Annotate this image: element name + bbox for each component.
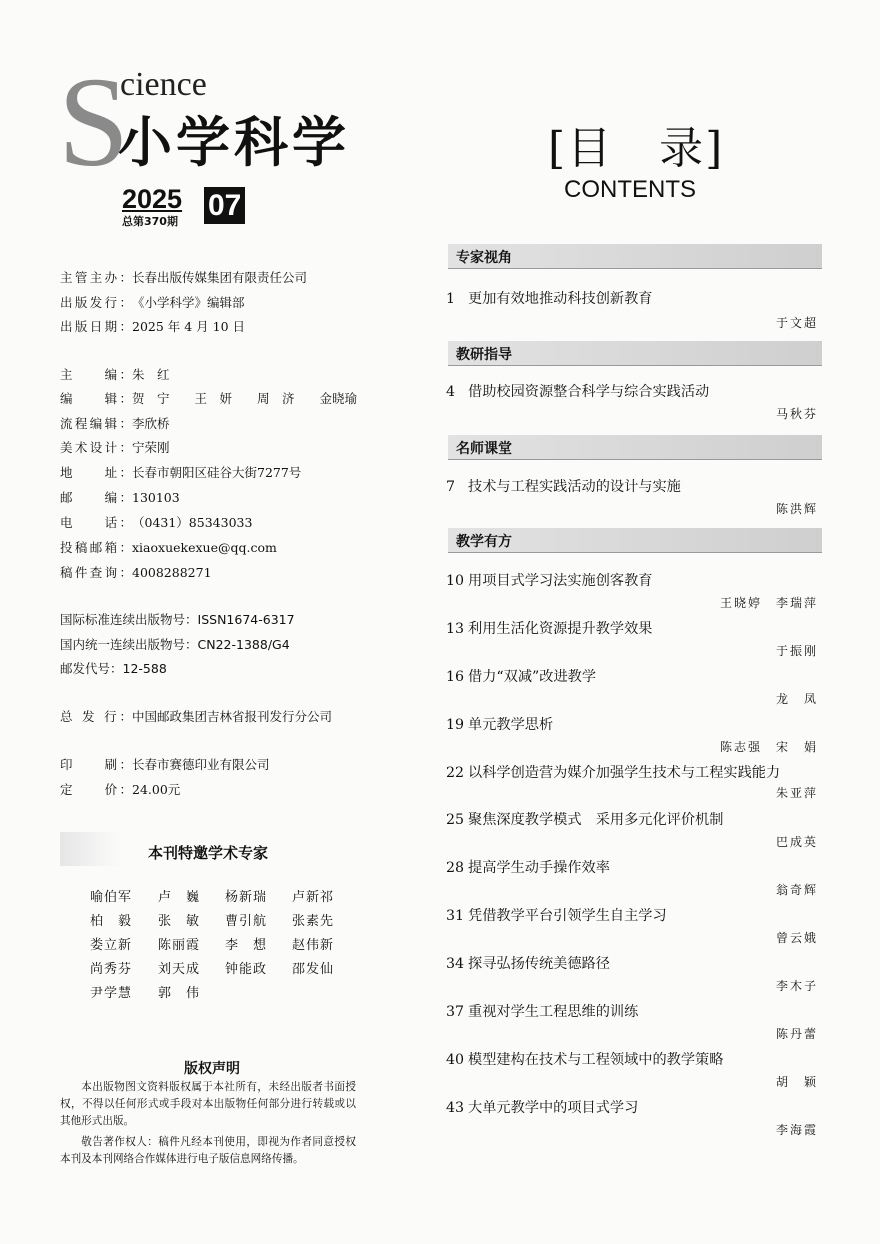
toc-article-author: 陈丹蕾 [775, 1027, 818, 1041]
info-row: 邮发代号：12-588 [60, 661, 167, 676]
info-row: 定 价：24.00元 [60, 782, 181, 797]
toc-article[interactable]: 19 单元教学思析 [446, 717, 554, 733]
toc-article[interactable]: 25 聚焦深度教学模式 采用多元化评价机制 [446, 812, 724, 828]
toc-article[interactable]: 16 借力“双减”改进教学 [446, 669, 597, 685]
expert-name: 卢 巍 [158, 890, 201, 905]
info-row: 投稿邮箱：xiaoxuekexue@qq.com [60, 540, 277, 555]
info-row: 出版日期：2025 年 4 月 10 日 [60, 319, 246, 334]
expert-name: 陈丽霞 [158, 938, 201, 953]
toc-article[interactable]: 13 利用生活化资源提升教学效果 [446, 621, 653, 637]
expert-name: 刘天成 [158, 962, 201, 977]
toc-article-author: 李海霞 [775, 1123, 818, 1137]
magazine-title: 小学科学 [118, 111, 350, 174]
info-row: 电 话：（0431）85343033 [60, 515, 253, 530]
expert-name: 张 敏 [158, 914, 201, 929]
toc-article-author: 胡 颖 [775, 1075, 818, 1089]
toc-article-author: 马秋芬 [775, 407, 818, 421]
toc-article-author: 陈洪辉 [775, 502, 818, 516]
expert-name: 娄立新 [90, 938, 133, 953]
toc-article-author: 陈志强 宋 娟 [719, 740, 818, 754]
info-row: 国际标准连续出版物号：ISSN1674-6317 [60, 612, 295, 627]
info-row: 主 编：朱 红 [60, 367, 170, 382]
toc-article[interactable]: 31 凭借教学平台引领学生自主学习 [446, 908, 667, 924]
info-row: 印 刷：长春市赛德印业有限公司 [60, 757, 270, 772]
issue-total-number: 总第370期 [122, 215, 178, 228]
toc-section-header: 专家视角 [448, 244, 822, 269]
toc-article-author: 翁奇辉 [775, 883, 818, 897]
copyright-title: 版权声明 [184, 1061, 240, 1077]
info-row: 稿件查询：4008288271 [60, 565, 212, 580]
expert-name: 曹引航 [225, 914, 268, 929]
toc-article[interactable]: 40 模型建构在技术与工程领域中的教学策略 [446, 1052, 724, 1068]
toc-subtitle: CONTENTS [564, 176, 696, 203]
toc-article-author: 王晓婷 李瑞萍 [719, 596, 818, 610]
expert-name: 卢新祁 [292, 890, 335, 905]
toc-article-author: 巴成英 [775, 835, 818, 849]
toc-article-author: 朱亚萍 [775, 786, 818, 800]
expert-name: 尚秀芬 [90, 962, 133, 977]
expert-name: 杨新瑞 [225, 890, 268, 905]
toc-article[interactable]: 10 用项目式学习法实施创客教育 [446, 573, 653, 589]
expert-name: 赵伟新 [292, 938, 335, 953]
toc-article-author: 于文超 [775, 316, 818, 330]
toc-article-author: 曾云娥 [775, 931, 818, 945]
expert-name: 柏 毅 [90, 914, 133, 929]
toc-article[interactable]: 7 技术与工程实践活动的设计与实施 [446, 479, 681, 495]
expert-name: 喻伯军 [90, 890, 133, 905]
toc-article-author: 龙 凤 [775, 692, 818, 706]
toc-section-header: 教研指导 [448, 341, 822, 366]
info-row: 地 址：长春市朝阳区硅谷大街7277号 [60, 465, 302, 480]
toc-title: [目 录] [548, 123, 725, 174]
info-row: 美术设计：宁荣刚 [60, 440, 170, 455]
toc-article[interactable]: 28 提高学生动手操作效率 [446, 860, 610, 876]
experts-decoration [60, 832, 120, 866]
expert-name: 李 想 [225, 938, 268, 953]
expert-name: 邵发仙 [292, 962, 335, 977]
info-row: 主管主办：长春出版传媒集团有限责任公司 [60, 270, 308, 285]
experts-title: 本刊特邀学术专家 [148, 844, 269, 862]
info-row: 邮 编：130103 [60, 490, 180, 505]
issue-year: 2025 [122, 184, 183, 214]
copyright-paragraph: 敬告著作权人：稿件凡经本刊使用，即视为作者同意授权本刊及本刊网络合作媒体进行电子版信息网络传播。 [60, 1136, 356, 1165]
logo-s-letter: S [58, 51, 130, 193]
toc-article[interactable]: 37 重视对学生工程思维的训练 [446, 1004, 639, 1020]
toc-article[interactable]: 34 探寻弘扬传统美德路径 [446, 956, 610, 972]
toc-section-header: 名师课堂 [448, 435, 822, 460]
info-row: 国内统一连续出版物号：CN22-1388/G4 [60, 637, 290, 652]
info-row: 编 辑：贺 宁 王 妍 周 济 金晓瑜 [60, 391, 358, 406]
copyright-paragraph: 本出版物图文资料版权属于本社所有，未经出版者书面授权，不得以任何形式或手段对本出版物任何部分进行转载或以其他形式出版。 [60, 1081, 356, 1127]
toc-article-author: 于振刚 [775, 644, 818, 658]
toc-section-header: 教学有方 [448, 528, 822, 553]
info-row: 总 发 行：中国邮政集团吉林省报刊发行分公司 [60, 709, 333, 724]
issue-number-badge: 07 [204, 187, 245, 224]
logo-cience-text: cience [120, 66, 207, 103]
toc-article[interactable]: 1 更加有效地推动科技创新教育 [446, 291, 653, 307]
toc-article[interactable]: 4 借助校园资源整合科学与综合实践活动 [446, 384, 710, 400]
toc-article[interactable]: 22 以科学创造营为媒介加强学生技术与工程实践能力 [446, 765, 781, 781]
expert-name: 张素先 [292, 914, 335, 929]
toc-article[interactable]: 43 大单元教学中的项目式学习 [446, 1100, 639, 1116]
expert-name: 尹学慧 [90, 986, 133, 1001]
toc-article-author: 李木子 [775, 979, 818, 993]
info-row: 出版发行：《小学科学》编辑部 [60, 295, 245, 310]
info-row: 流程编辑：李欣桥 [60, 416, 170, 431]
expert-name: 郭 伟 [158, 986, 201, 1001]
expert-name: 钟能政 [225, 962, 268, 977]
